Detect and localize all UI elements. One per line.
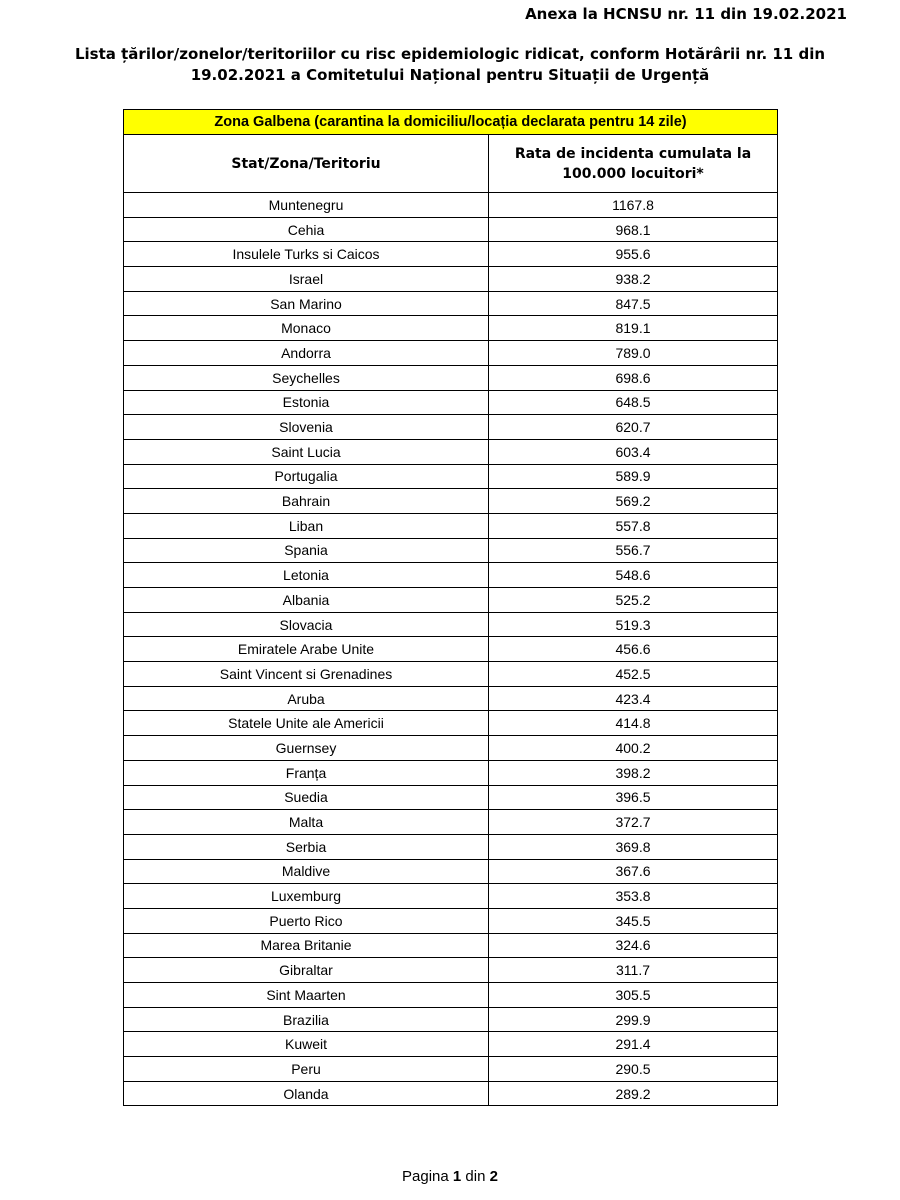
table-row <box>124 637 778 662</box>
table-row <box>124 588 778 613</box>
table-row <box>124 1057 778 1082</box>
rate-cell: 305.5 <box>489 983 778 1008</box>
table-row <box>124 884 778 909</box>
country-cell: Andorra <box>124 341 489 366</box>
rate-cell: 603.4 <box>489 439 778 464</box>
country-cell: Estonia <box>124 390 489 415</box>
country-cell: Spania <box>124 538 489 563</box>
column-header-rate: Rata de incidenta cumulata la 100.000 locuitori* <box>489 135 778 193</box>
rate-cell: 291.4 <box>489 1032 778 1057</box>
rate-cell: 557.8 <box>489 513 778 538</box>
title-line-2: 19.02.2021 a Comitetului Național pentru Situații de Urgență <box>190 66 710 84</box>
table-row <box>124 1081 778 1106</box>
country-cell: Sint Maarten <box>124 983 489 1008</box>
country-cell: Muntenegru <box>124 193 489 218</box>
country-cell: Statele Unite ale Americii <box>124 711 489 736</box>
rate-cell: 698.6 <box>489 365 778 390</box>
rate-cell: 311.7 <box>489 958 778 983</box>
incidence-table <box>123 109 778 1106</box>
rate-cell: 1167.8 <box>489 193 778 218</box>
rate-cell: 400.2 <box>489 736 778 761</box>
rate-cell: 525.2 <box>489 588 778 613</box>
table-row <box>124 316 778 341</box>
country-cell: Saint Vincent si Grenadines <box>124 662 489 687</box>
country-cell: Kuweit <box>124 1032 489 1057</box>
table-row <box>124 711 778 736</box>
country-cell: San Marino <box>124 291 489 316</box>
footer-total-pages: 2 <box>489 1168 498 1185</box>
table-row <box>124 415 778 440</box>
annex-reference: Anexa la HCNSU nr. 11 din 19.02.2021 <box>525 5 847 23</box>
rate-cell: 569.2 <box>489 489 778 514</box>
country-cell: Gibraltar <box>124 958 489 983</box>
country-cell: Aruba <box>124 686 489 711</box>
table-row <box>124 834 778 859</box>
country-cell: Puerto Rico <box>124 908 489 933</box>
table-row <box>124 933 778 958</box>
table-row <box>124 958 778 983</box>
country-cell: Olanda <box>124 1081 489 1106</box>
country-cell: Emiratele Arabe Unite <box>124 637 489 662</box>
country-cell: Slovacia <box>124 612 489 637</box>
table-row <box>124 242 778 267</box>
footer-middle: din <box>465 1168 486 1185</box>
table-row <box>124 291 778 316</box>
rate-cell: 819.1 <box>489 316 778 341</box>
table-row <box>124 612 778 637</box>
rate-cell: 847.5 <box>489 291 778 316</box>
table-row <box>124 193 778 218</box>
rate-cell: 372.7 <box>489 810 778 835</box>
table-row <box>124 785 778 810</box>
country-cell: Bahrain <box>124 489 489 514</box>
country-cell: Slovenia <box>124 415 489 440</box>
page-footer <box>0 1168 900 1185</box>
rate-cell: 589.9 <box>489 464 778 489</box>
country-cell: Suedia <box>124 785 489 810</box>
country-cell: Monaco <box>124 316 489 341</box>
table-row <box>124 489 778 514</box>
table-row <box>124 983 778 1008</box>
table-row <box>124 736 778 761</box>
table-row <box>124 662 778 687</box>
country-cell: Franța <box>124 760 489 785</box>
country-cell: Marea Britanie <box>124 933 489 958</box>
country-cell: Brazilia <box>124 1007 489 1032</box>
country-cell: Portugalia <box>124 464 489 489</box>
table-row <box>124 513 778 538</box>
rate-cell: 345.5 <box>489 908 778 933</box>
country-cell: Maldive <box>124 859 489 884</box>
rate-cell: 289.2 <box>489 1081 778 1106</box>
rate-cell: 789.0 <box>489 341 778 366</box>
rate-cell: 519.3 <box>489 612 778 637</box>
table-row <box>124 908 778 933</box>
country-cell: Letonia <box>124 563 489 588</box>
table-row <box>124 365 778 390</box>
table-row <box>124 267 778 292</box>
rate-cell: 648.5 <box>489 390 778 415</box>
country-cell: Malta <box>124 810 489 835</box>
country-cell: Israel <box>124 267 489 292</box>
rate-cell: 452.5 <box>489 662 778 687</box>
footer-page-number: 1 <box>452 1168 462 1185</box>
rate-cell: 290.5 <box>489 1057 778 1082</box>
country-cell: Liban <box>124 513 489 538</box>
rate-cell: 367.6 <box>489 859 778 884</box>
country-cell: Peru <box>124 1057 489 1082</box>
document-title <box>40 44 860 86</box>
rate-cell: 414.8 <box>489 711 778 736</box>
rate-cell: 456.6 <box>489 637 778 662</box>
rate-cell: 423.4 <box>489 686 778 711</box>
table-row <box>124 538 778 563</box>
rate-cell: 955.6 <box>489 242 778 267</box>
title-line-1: Lista țărilor/zonelor/teritoriilor cu risc epidemiologic ridicat, conform Hotărârii nr. 11 din <box>74 45 826 63</box>
country-cell: Serbia <box>124 834 489 859</box>
table-row <box>124 390 778 415</box>
rate-cell: 324.6 <box>489 933 778 958</box>
rate-cell: 968.1 <box>489 217 778 242</box>
table-row <box>124 1032 778 1057</box>
table-row <box>124 1007 778 1032</box>
rate-cell: 938.2 <box>489 267 778 292</box>
table-row <box>124 810 778 835</box>
rate-cell: 556.7 <box>489 538 778 563</box>
rate-cell: 548.6 <box>489 563 778 588</box>
rate-cell: 398.2 <box>489 760 778 785</box>
table-row <box>124 859 778 884</box>
rate-cell: 353.8 <box>489 884 778 909</box>
country-cell: Guernsey <box>124 736 489 761</box>
zone-header: Zona Galbena (carantina la domiciliu/locația declarata pentru 14 zile) <box>124 110 778 135</box>
rate-cell: 299.9 <box>489 1007 778 1032</box>
table-row <box>124 439 778 464</box>
table-row <box>124 686 778 711</box>
column-header-country: Stat/Zona/Teritoriu <box>124 135 489 193</box>
country-cell: Saint Lucia <box>124 439 489 464</box>
table-row <box>124 341 778 366</box>
table-row <box>124 563 778 588</box>
table-row <box>124 760 778 785</box>
country-cell: Seychelles <box>124 365 489 390</box>
country-cell: Luxemburg <box>124 884 489 909</box>
table-row <box>124 217 778 242</box>
country-cell: Insulele Turks si Caicos <box>124 242 489 267</box>
table-body <box>124 193 778 1106</box>
rate-cell: 620.7 <box>489 415 778 440</box>
table-row <box>124 464 778 489</box>
rate-cell: 396.5 <box>489 785 778 810</box>
rate-cell: 369.8 <box>489 834 778 859</box>
country-cell: Cehia <box>124 217 489 242</box>
country-cell: Albania <box>124 588 489 613</box>
footer-prefix: Pagina <box>402 1168 449 1185</box>
